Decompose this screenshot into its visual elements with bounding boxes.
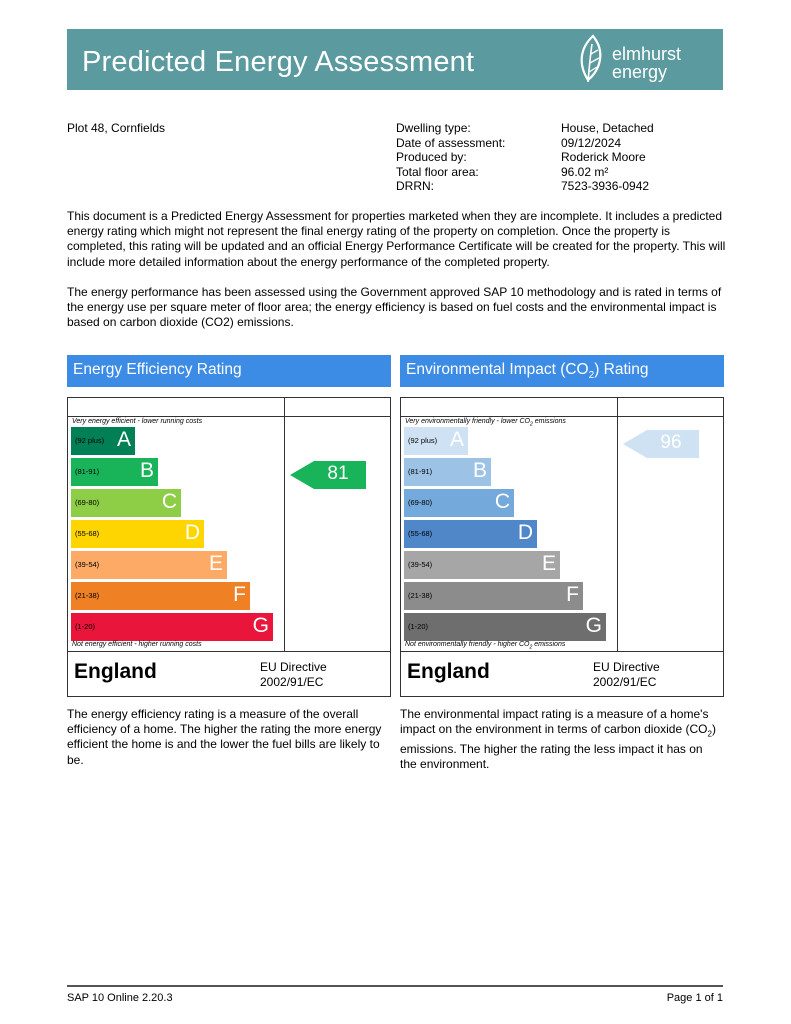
band-range-label: (1-20) [408,622,429,631]
band-letter: B [472,459,487,482]
detail-label: Produced by: [396,150,467,165]
band-range-label: (39-54) [408,560,433,569]
band-letter: C [161,490,177,513]
eer-band-g [71,613,273,641]
band-range-label: (92 plus) [408,436,438,445]
eir-directive [593,660,660,689]
eir-caption-bottom: Not environmentally friendly - higher $CO_2$ emissions [405,641,566,651]
eer-caption-bottom: Not energy efficient - higher running costs [72,641,202,648]
band-letter: E [208,552,223,575]
band-letter: G [252,614,269,637]
band-range-label: (69-80) [75,498,100,507]
detail-value: 96.02 m² [561,164,609,179]
logo-text-elmhurst: elmhurst [612,44,682,64]
band-letter: D [517,521,533,544]
eer-caption-top: Very energy efficient - lower running costs [72,418,203,425]
eer-directive-line1: EU Directive [260,660,327,674]
detail-label: Total floor area: [396,164,479,179]
detail-value: House, Detached [561,121,654,135]
eir-country: England [407,660,490,683]
eir-band-g [404,613,606,641]
band-range-label: (69-80) [408,498,433,507]
band-range-label: (21-38) [408,591,433,600]
eer-band-f [71,582,250,610]
band-range-label: (81-91) [75,467,100,476]
intro-paragraph: This document is a Predicted Energy Assessment for properties marketed when they are incomplete. It includes a predicted energy rating which might not represent the final energy rating of the property on completion. Once the property is completed, this rating will be updated and an official Energy Performance Certificate will be created for the property. This will include more detailed information about the energy performance of the completed property. [67,209,726,269]
page-number: Page 1 of 1 [666,992,723,1004]
eer-directive-line2: 2002/91/EC [260,674,324,689]
eer-band-a [71,427,135,455]
elmhurst-logo [576,32,716,88]
eir-title-text: Environmental Impact (CO [406,361,589,378]
band-range-label: (55-68) [408,529,433,538]
eir-current-rating-value: 96 [660,432,682,453]
eir-description: The environmental impact rating is a measure of a home's impact on the environment in terms of carbon dioxide $(CO_2)$ emissions. The higher the rating the less impact it has on the environment. [400,707,716,771]
eir-band-a [404,427,468,455]
eer-band-e [71,551,227,579]
eir-directive-line1: EU Directive [593,660,660,674]
eer-current-rating-value: 81 [327,463,349,484]
band-letter: E [541,552,556,575]
eir-band-b [404,458,491,486]
eir-panel-title [400,355,724,387]
eer-band-c [71,489,181,517]
eir-band-f [404,582,583,610]
band-range-label: (81-91) [408,467,433,476]
property-address: Plot 48, Cornfields [67,121,166,135]
eir-band-e [404,551,560,579]
detail-value: 09/12/2024 [561,135,622,150]
eer-title-text: Energy Efficiency Rating [73,361,242,378]
band-letter: B [139,459,154,482]
methodology-paragraph: The energy performance has been assessed using the Government approved SAP 10 methodology and is rated in terms of the energy use per square meter of floor area; the energy efficiency is based on fuel costs and the environmental impact is based on carbon dioxide (CO2) emissions. [67,285,722,330]
eir-chart [400,397,724,697]
eer-country: England [74,660,157,683]
eir-directive-line2: 2002/91/EC [593,674,657,689]
band-letter: C [494,490,510,513]
band-letter: F [566,583,579,606]
band-letter: A [449,428,464,451]
software-version: SAP 10 Online 2.20.3 [67,992,173,1004]
eir-title-post: ) Rating [594,361,649,378]
band-letter: A [116,428,131,451]
leaf-icon [576,32,610,88]
detail-label: Date of assessment: [396,135,506,150]
band-range-label: (1-20) [75,622,96,631]
eer-band-b [71,458,158,486]
band-letter: G [585,614,602,637]
details-labels [396,121,505,194]
eer-description: The energy efficiency rating is a measure of the overall efficiency of a home. The higher the rating the more energy efficient the home is and the lower the fuel bills are likely to be. [67,707,382,767]
page-title: Predicted Energy Assessment [82,46,475,78]
eir-caption-top: Very environmentally friendly - lower $CO_2$ emissions [405,418,566,428]
band-range-label: (55-68) [75,529,100,538]
eer-panel-title [67,355,391,387]
band-range-label: (21-38) [75,591,100,600]
eer-chart [67,397,391,697]
band-letter: D [184,521,200,544]
logo-text-energy: energy [612,62,668,82]
eer-directive [260,660,327,689]
eer-band-d [71,520,204,548]
eir-band-d [404,520,537,548]
footer-divider [67,985,723,987]
details-values [561,121,654,194]
page-header [67,29,723,90]
detail-value: 7523-3936-0942 [561,179,650,194]
detail-label: DRRN: [396,179,434,194]
eir-band-c [404,489,514,517]
detail-value: Roderick Moore [561,150,646,165]
band-range-label: (92 plus) [75,436,105,445]
band-range-label: (39-54) [75,560,100,569]
eir-title-sub: 2 [588,370,595,382]
detail-label: Dwelling type: [396,121,471,135]
band-letter: F [233,583,246,606]
